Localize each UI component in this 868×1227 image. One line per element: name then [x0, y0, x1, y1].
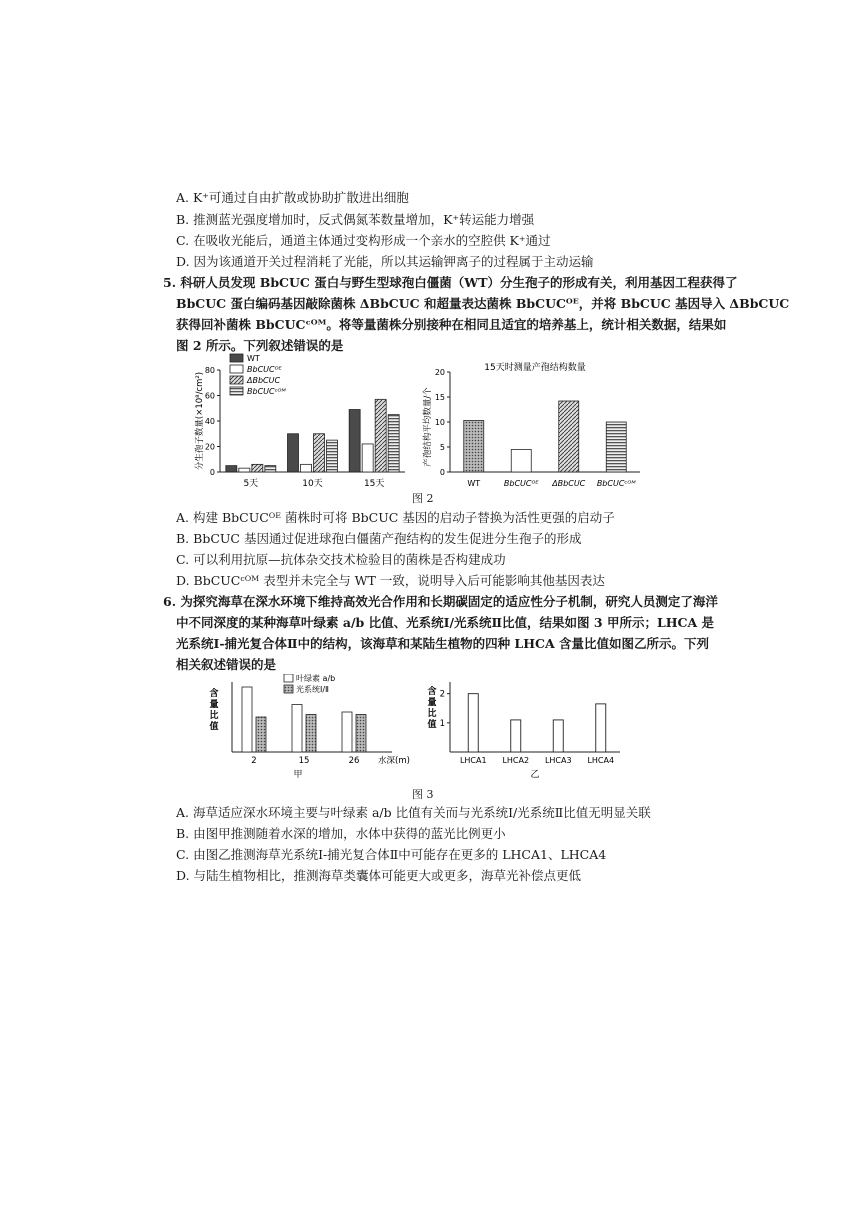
y-tick-label: 80 — [204, 366, 215, 375]
y-tick-label: 2 — [439, 689, 445, 700]
bar — [464, 421, 484, 473]
legend-swatch — [230, 376, 243, 384]
legend-swatch — [230, 387, 243, 395]
y-axis-label-char: 值 — [427, 720, 437, 730]
q6-stem-line2: 中不同深度的某种海草叶绿素 a/b 比值、光系统Ⅰ/光系统Ⅱ比值，结果如图 3 甲所示；LHCA 是 — [176, 615, 715, 630]
q4-option-d: D. 因为该通道开关过程消耗了光能，所以其运输钾离子的过程属于主动运输 — [176, 254, 594, 269]
y-tick-label: 20 — [204, 442, 215, 452]
q5-stem-line3: 获得回补菌株 BbCUCᶜᴼᴹ。将等量菌株分别接种在相同且适宜的培养基上，统计相关数据，结果如 — [176, 317, 727, 332]
bar — [288, 434, 299, 472]
q5-option-d: D. BbCUCᶜᴼᴹ 表型并未完全与 WT 一致，说明导入后可能影响其他基因表达 — [176, 573, 605, 588]
y-axis-label: 产孢结构平均数量/个 — [423, 387, 433, 467]
q5-stem-line1: 5. 科研人员发现 BbCUC 蛋白与野生型球孢白僵菌（WT）分生孢子的形成有关，利用基因工程获得了 — [163, 275, 738, 290]
q6-option-a: A. 海草适应深水环境主要与叶绿素 a/b 比值有关而与光系统Ⅰ/光系统Ⅱ比值无明显关联 — [176, 805, 651, 820]
q6-option-b: B. 由图甲推测随着水深的增加，水体中获得的蓝光比例更小 — [176, 826, 506, 841]
q5-stem-line2: BbCUC 蛋白编码基因敲除菌株 ΔBbCUC 和超量表达菌株 BbCUCᴼᴱ，并将 BbCUC 基因导入 ΔBbCUC — [176, 296, 790, 311]
y-axis-label-char: 比 — [209, 711, 219, 721]
legend-label: WT — [247, 354, 260, 363]
bar — [388, 415, 399, 472]
legend-swatch — [230, 365, 243, 373]
bar — [468, 694, 478, 752]
x-tick-label: LHCA4 — [587, 756, 615, 765]
bar — [226, 466, 237, 472]
bar — [342, 712, 352, 752]
q4-option-b: B. 推测蓝光强度增加时，反式偶氮苯数量增加，K⁺转运能力增强 — [176, 212, 535, 227]
x-tick-label: LHCA3 — [544, 756, 572, 765]
bar — [559, 401, 579, 472]
x-tick-label: 26 — [348, 756, 360, 766]
x-tick-label: 5天 — [243, 479, 259, 489]
y-axis-label-char: 值 — [209, 722, 219, 732]
bar — [375, 399, 386, 472]
bar — [606, 422, 626, 472]
y-tick-label: 40 — [204, 417, 215, 426]
x-tick-label: 15天 — [363, 479, 385, 489]
y-tick-label: 10 — [434, 418, 445, 427]
bar — [242, 687, 252, 752]
y-tick-label: 0 — [439, 468, 445, 477]
chart-lhca-ratio — [420, 674, 630, 784]
y-tick-label: 5 — [439, 443, 445, 452]
legend-label: BbCUCᶜᴼᴹ — [247, 387, 286, 396]
bar — [252, 464, 263, 472]
x-tick-label: BbCUCᴼᴱ — [503, 479, 539, 488]
legend-label: ΔBbCUC — [247, 376, 281, 385]
q5-option-b: B. BbCUC 基因通过促进球孢白僵菌产孢结构的发生促进分生孢子的形成 — [176, 531, 582, 546]
chart-depth-ratio — [200, 674, 415, 784]
q5-option-a: A. 构建 BbCUCᴼᴱ 菌株时可将 BbCUC 基因的启动子替换为活性更强的启动子 — [176, 510, 615, 525]
bar — [292, 705, 302, 753]
chart-caption: 乙 — [530, 770, 540, 780]
x-tick-label: 2 — [251, 756, 257, 766]
bar — [314, 434, 325, 472]
x-tick-label: ΔBbCUC — [552, 479, 586, 488]
chart-caption: 甲 — [293, 770, 303, 780]
q6-stem-line4: 相关叙述错误的是 — [176, 657, 277, 672]
y-tick-label: 0 — [209, 468, 215, 477]
y-axis-label-char: 含 — [209, 689, 219, 699]
bar — [256, 717, 266, 752]
bar — [349, 410, 360, 472]
bar — [327, 440, 338, 472]
chart-title: 15天时测量产孢结构数量 — [484, 363, 586, 373]
x-tick-label: BbCUCᶜᴼᴹ — [596, 479, 636, 488]
y-tick-label: 20 — [434, 368, 445, 377]
q5-stem-line4: 图 2 所示。下列叙述错误的是 — [176, 338, 344, 353]
bar — [553, 720, 563, 752]
bar — [356, 715, 366, 753]
bar — [596, 704, 606, 752]
chart-sporulation-structure — [420, 352, 650, 492]
y-axis-label-char: 含 — [427, 687, 437, 697]
y-axis-label: 分生孢子数量(×10⁸/cm²) — [195, 371, 205, 471]
legend-swatch — [284, 685, 293, 693]
figure-3-label: 图 3 — [412, 788, 434, 801]
x-axis-label: 水深(m) — [378, 756, 410, 766]
q5-option-c: C. 可以利用抗原—抗体杂交技术检验目的菌株是否构建成功 — [176, 552, 506, 567]
x-tick-label: WT — [467, 479, 481, 488]
y-axis-label-char: 量 — [209, 700, 219, 710]
bar — [306, 715, 316, 753]
y-axis-label-char: 比 — [427, 709, 437, 719]
legend-swatch — [230, 354, 243, 362]
q6-option-d: D. 与陆生植物相比，推测海草类囊体可能更大或更多，海草光补偿点更低 — [176, 868, 582, 883]
chart-spore-count — [190, 352, 415, 492]
y-axis-label-char: 量 — [427, 698, 437, 708]
legend-label: BbCUCᴼᴱ — [247, 365, 282, 374]
bar — [265, 466, 276, 472]
legend-label: 光系统Ⅰ/Ⅱ — [296, 685, 329, 694]
bar — [301, 464, 312, 472]
x-tick-label: 15 — [298, 756, 310, 766]
bar — [511, 450, 531, 473]
bar — [362, 444, 373, 472]
x-tick-label: LHCA1 — [459, 756, 487, 765]
q6-option-c: C. 由图乙推测海草光系统Ⅰ-捕光复合体Ⅱ中可能存在更多的 LHCA1、LHCA4 — [176, 847, 607, 862]
x-tick-label: LHCA2 — [502, 756, 530, 765]
bar — [239, 468, 250, 472]
bar — [511, 720, 521, 752]
q4-option-a: A. K⁺可通过自由扩散或协助扩散进出细胞 — [176, 190, 409, 205]
y-tick-label: 60 — [204, 391, 215, 401]
legend-swatch — [284, 674, 293, 682]
q6-stem-line3: 光系统Ⅰ-捕光复合体Ⅱ中的结构，该海草和某陆生植物的四种 LHCA 含量比值如图乙所示。下列 — [176, 636, 710, 651]
q4-option-c: C. 在吸收光能后，通道主体通过变构形成一个亲水的空腔供 K⁺通过 — [176, 233, 551, 248]
x-tick-label: 10天 — [302, 479, 323, 489]
y-tick-label: 1 — [439, 718, 445, 729]
figure-2-label: 图 2 — [412, 492, 434, 505]
q6-stem-line1: 6. 为探究海草在深水环境下维持高效光合作用和长期碳固定的适应性分子机制，研究人员测定了海洋 — [163, 594, 718, 609]
legend-label: 叶绿素 a/b — [296, 674, 336, 683]
y-tick-label: 15 — [434, 393, 445, 402]
